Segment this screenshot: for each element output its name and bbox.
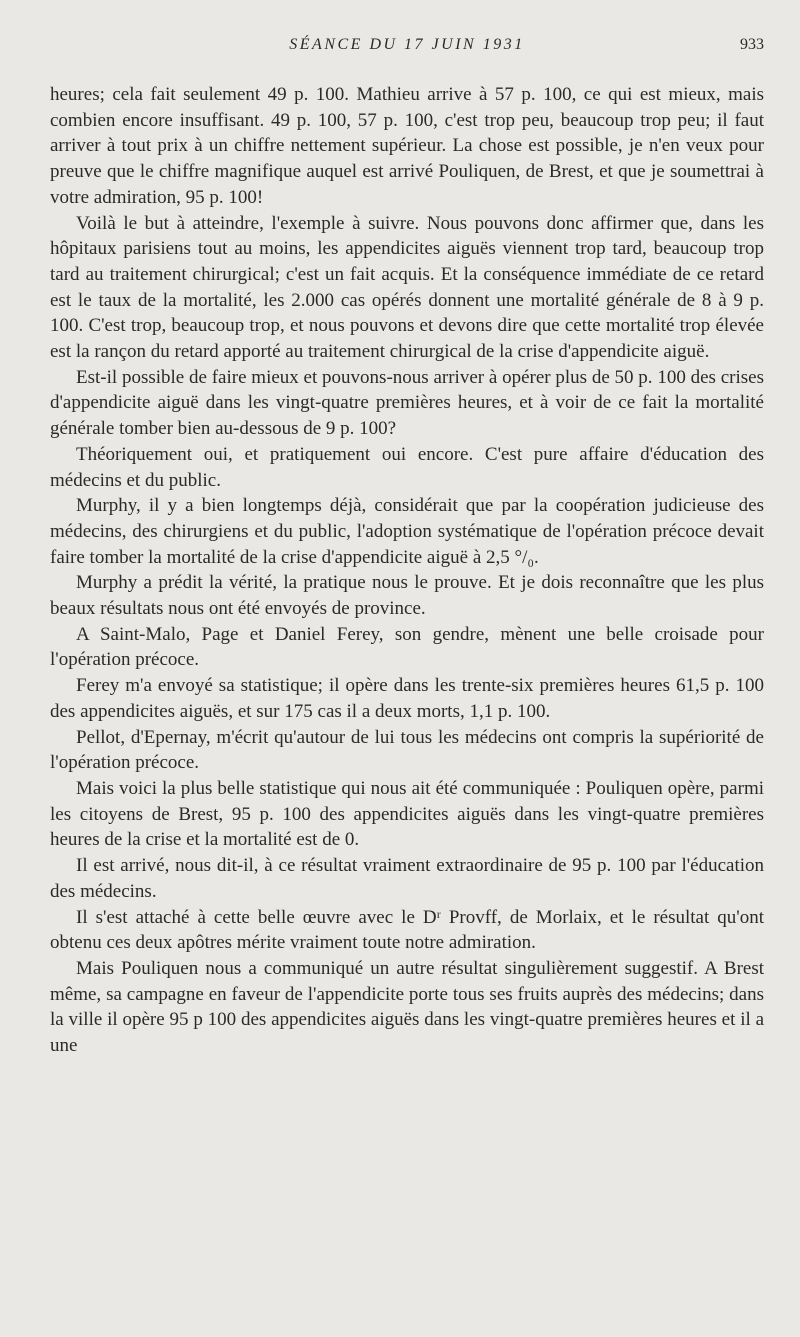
paragraph: Mais voici la plus belle statistique qui nous ait été communiquée : Pouliquen opère, parmi les citoyens de Brest, 95 p. 100 des appendicites aiguës dans les vingt-quatre premières heures de la crise et la mortalité est de 0. [50,777,764,851]
paragraph: Pellot, d'Epernay, m'écrit qu'autour de lui tous les médecins ont compris la supériorité de l'opération précoce. [50,726,764,774]
paragraph: Ferey m'a envoyé sa statistique; il opère dans les trente-six premières heures 61,5 p. 100 des appendicites aiguës, et sur 175 cas il a deux morts, 1,1 p. 100. [50,675,764,722]
page-number: 933 [740,36,764,53]
paragraph: heures; cela fait seulement 49 p. 100. Mathieu arrive à 57 p. 100, ce qui est mieux, mais combien encore insuffisant. 49 p. 100, 57 p. 100, c'est trop peu, beaucoup trop peu; il faut arriver à tout prix à un chiffre nettement supérieur. La chose est possible, je n'en veux pour preuve que le chiffre magnifique auquel est arrivé Pouliquen, de Brest, et que je soumettrai à votre admiration, 95 p. 100! [50,84,764,208]
body-text [50,82,764,1059]
paragraph: Est-il possible de faire mieux et pouvons-nous arriver à opérer plus de 50 p. 100 des crises d'appendicite aiguë dans les vingt-quatre premières heures, et à voir de ce fait la mortalité générale tomber bien au-dessous de 9 p. 100? [50,366,764,440]
page-header [50,36,764,64]
paragraph: Il est arrivé, nous dit-il, à ce résultat vraiment extraordinaire de 95 p. 100 par l'éducation des médecins. [50,855,764,902]
paragraph: Mais Pouliquen nous a communiqué un autre résultat singulièrement suggestif. A Brest même, sa campagne en faveur de l'appendicite porte tous ses fruits auprès des médecins; dans la ville il opère 95 p 100 des appendicites aiguës dans les vingt-quatre premières heures et il a une [50,957,764,1057]
paragraph: Il s'est attaché à cette belle œuvre avec le Dʳ Provff, de Morlaix, et le résultat qu'ont obtenu ces deux apôtres mérite vraiment toute notre admiration. [50,906,764,954]
paragraph: A Saint-Malo, Page et Daniel Ferey, son gendre, mènent une belle croisade pour l'opération précoce. [50,623,764,671]
paragraph: Murphy a prédit la vérité, la pratique nous le prouve. Et je dois reconnaître que les plus beaux résultats nous ont été envoyés de province. [50,572,764,620]
paragraph: Murphy, il y a bien longtemps déjà, considérait que par la coopération judicieuse des médecins, des chirurgiens et du public, l'adoption systématique de l'opération précoce devait faire tomber la mortalité de la crise d'appendicite aiguë à 2,5 °/₀. [50,495,764,568]
paragraph: Théoriquement oui, et pratiquement oui encore. C'est pure affaire d'éducation des médecins et du public. [50,443,764,491]
running-head: SÉANCE DU 17 JUIN 1931 [289,36,525,53]
paragraph: Voilà le but à atteindre, l'exemple à suivre. Nous pouvons donc affirmer que, dans les hôpitaux parisiens tout au moins, les appendicites aiguës viennent trop tard, beaucoup trop tard au traitement chirurgical; c'est un fait acquis. Et la conséquence immédiate de ce retard est le taux de la mortalité, les 2.000 cas opérés donnent une mortalité générale de 8 à 9 p. 100. C'est trop, beaucoup trop, et nous pouvons et devons dire que cette mortalité trop élevée est la rançon du retard apporté au traitement chirurgical de la crise d'appendicite aiguë. [50,212,764,363]
